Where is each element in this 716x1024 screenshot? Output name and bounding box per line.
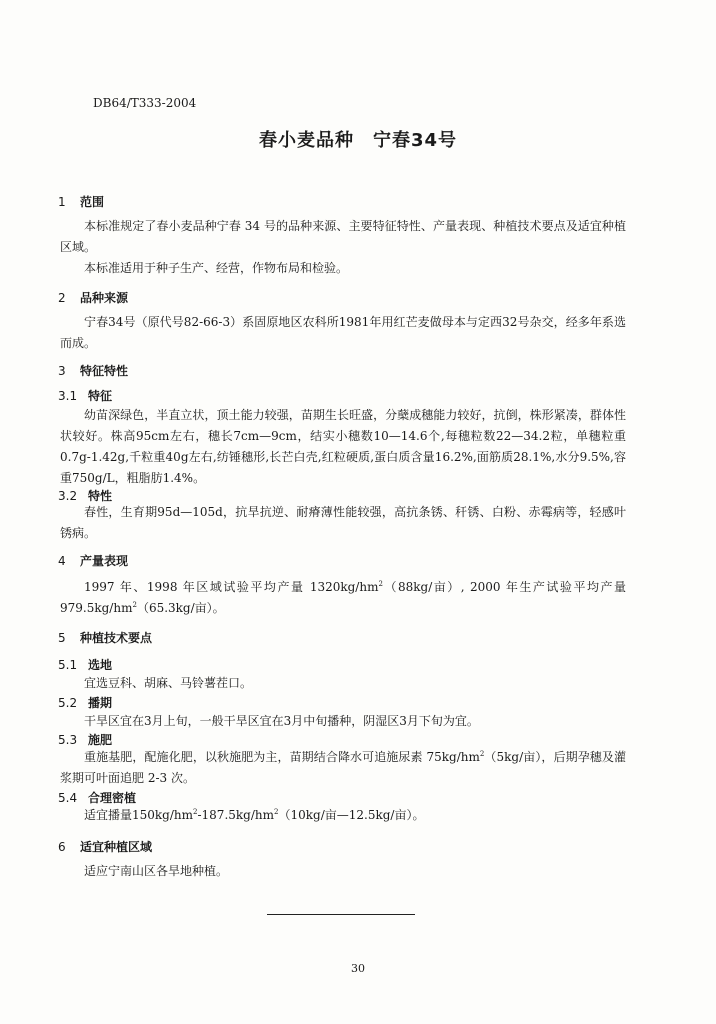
section-heading-4: 4 产量表现 bbox=[58, 554, 129, 568]
page-title: 春小麦品种 宁春34号 bbox=[258, 130, 458, 151]
subsection-heading-3-2: 3.2 特性 bbox=[58, 489, 113, 503]
section-heading-2: 2 品种来源 bbox=[58, 291, 129, 305]
section-3-2-paragraph: 春性，生育期95d—105d，抗旱抗逆、耐瘠薄性能较强，高抗条锈、秆锈、白粉、赤霉病等，轻感叶锈病。 bbox=[60, 505, 626, 540]
subsection-heading-5-1: 5.1 选地 bbox=[58, 658, 113, 672]
section-1-paragraph-1: 本标准规定了春小麦品种宁春 34 号的品种来源、主要特征特性、产量表现、种植技术要点及适宜种植区域。 bbox=[60, 219, 626, 254]
section-5-3-paragraph: 重施基肥，配施化肥，以秋施肥为主，苗期结合降水可追施尿素 $75kg/hm^2(5kg/$亩），后期孕穗及灌浆期可叶面追肥 2-3 次。 bbox=[60, 750, 626, 785]
section-6-paragraph: 适应宁南山区各旱地种植。 bbox=[84, 864, 229, 878]
section-2-paragraph-1: 宁春34号（原代号82-66-3）系固原地区农科所1981年用红芒麦做母本与定西32号杂交，经多年系选而成。 bbox=[60, 315, 626, 350]
section-heading-5: 5 种植技术要点 bbox=[58, 631, 153, 645]
section-4-paragraph: 1997 年、1998 年区域试验平均产量 $1320kg/hm^2(88kg/$亩）, 2000 年生产试验平均产量 $979.5kg/hm^2(65.3kg/$亩）。 bbox=[60, 580, 627, 615]
section-heading-1: 1 范围 bbox=[58, 195, 105, 209]
page-number: 30 bbox=[351, 962, 365, 975]
subsection-heading-3-1: 3.1 特征 bbox=[58, 389, 113, 403]
section-5-4-paragraph: 适宜播量$150kg/hm^2-187.5kg/hm^2(10kg/$亩—12.5kg/亩）。 bbox=[84, 808, 425, 822]
document-code: DB64/T333-2004 bbox=[93, 96, 197, 110]
section-1-paragraph-2: 本标准适用于种子生产、经营，作物布局和检验。 bbox=[84, 261, 349, 275]
subsection-heading-5-4: 5.4 合理密植 bbox=[58, 791, 137, 805]
subsection-heading-5-2: 5.2 播期 bbox=[58, 696, 113, 710]
section-3-1-paragraph: 幼苗深绿色，半直立状，顶土能力较强，苗期生长旺盛，分蘖成穗能力较好，抗倒，株形紧凑，群体性状较好。株高95cm左右，穗长7cm—9cm，结实小穗数10—14.6个,每穗粒数22—34.2粒，单穗粒重0.7g-1.42g,千粒重40g左右,纺锤穗形,长芒白壳,红粒硬质,蛋白质含量16.2%,面筋质28.1%,水分9.5%,容重750g/L，粗脂肪1.4%。 bbox=[60, 408, 626, 485]
section-5-1-paragraph: 宜选豆科、胡麻、马铃薯茬口。 bbox=[84, 676, 253, 690]
section-heading-6: 6 适宜种植区域 bbox=[58, 840, 153, 854]
end-rule bbox=[267, 914, 415, 915]
section-5-2-paragraph: 干旱区宜在3月上旬，一般干旱区宜在3月中旬播种，阴湿区3月下旬为宜。 bbox=[84, 714, 479, 728]
subsection-heading-5-3: 5.3 施肥 bbox=[58, 733, 113, 747]
section-heading-3: 3 特征特性 bbox=[58, 364, 129, 378]
